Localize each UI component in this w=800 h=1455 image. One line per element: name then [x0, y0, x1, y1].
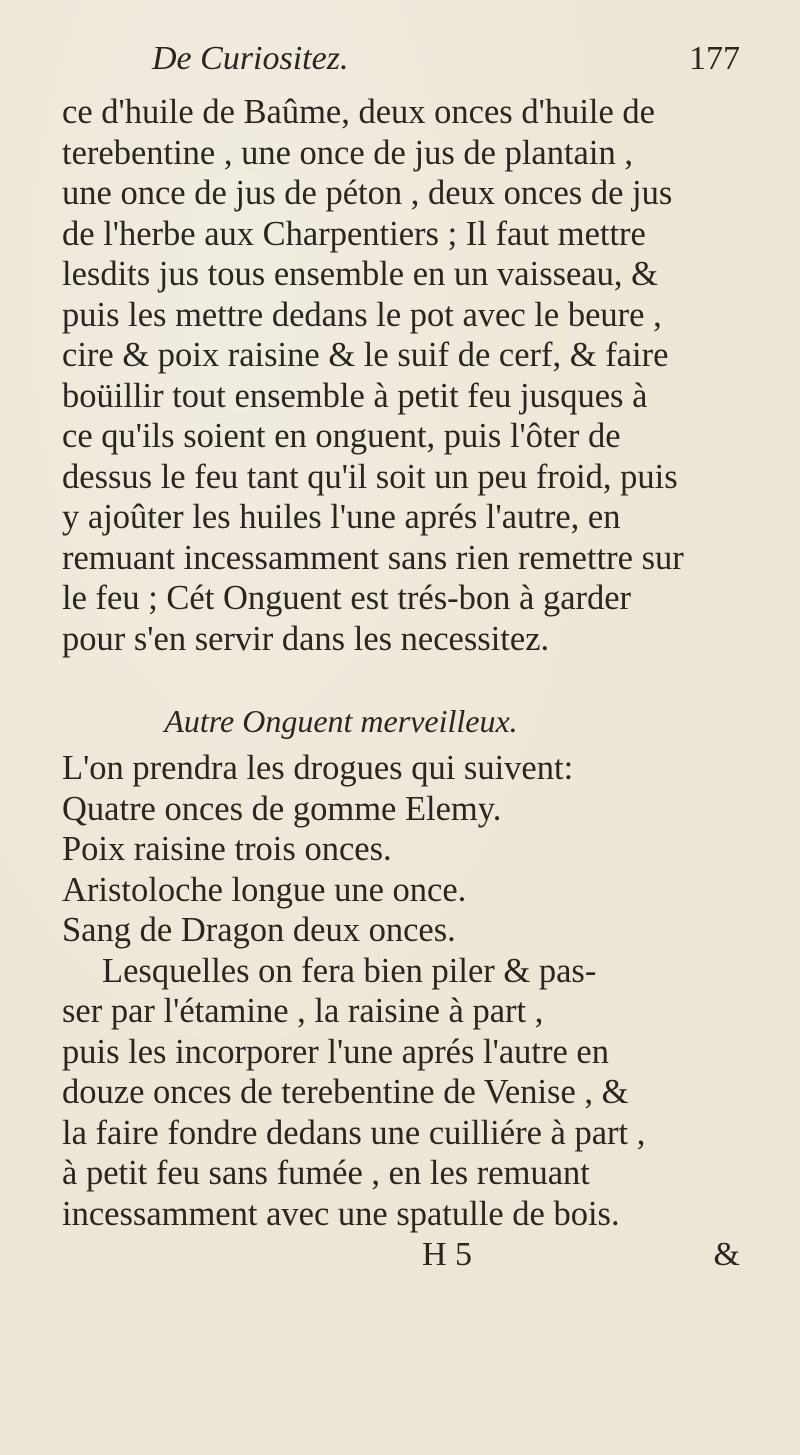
intro-line: L'on prendra les drogues qui suivent:: [62, 749, 574, 787]
text-line: ce qu'ils soient en onguent, puis l'ôter de: [62, 417, 621, 455]
text-line: Lesquelles on fera bien piler & pas-: [102, 951, 597, 990]
text-line: la faire fondre dedans une cuilliére à part ,: [62, 1113, 646, 1152]
text-line: boüillir tout ensemble à petit feu jusques à: [62, 376, 648, 415]
paragraph-continued: [62, 92, 740, 659]
ingredient-item: Quatre onces de gomme Elemy.: [62, 789, 502, 828]
text-line: puis les incorporer l'une aprés l'autre en: [62, 1032, 609, 1071]
page-footer: [62, 1236, 740, 1276]
text-line: dessus le feu tant qu'il soit un peu froid, puis: [62, 457, 678, 496]
ingredient-item: Sang de Dragon deux onces.: [62, 911, 456, 949]
signature-mark: H 5: [422, 1236, 473, 1273]
text-line: de l'herbe aux Charpentiers ; Il faut mettre: [62, 214, 646, 253]
text-line: puis les mettre dedans le pot avec le beure ,: [62, 295, 662, 334]
section-title: Autre Onguent merveilleux.: [164, 703, 518, 739]
text-line: remuant incessamment sans rien remettre sur: [62, 538, 684, 577]
recipe-list: [62, 748, 740, 951]
text-line: ser par l'étamine , la raisine à part ,: [62, 992, 544, 1030]
page-header: [62, 40, 740, 92]
text-line: douze onces de terebentine de Venise , &: [62, 1073, 629, 1111]
page-number: 177: [689, 40, 740, 77]
paragraph-instructions: [62, 951, 740, 1235]
text-line: pour s'en servir dans les necessitez.: [62, 619, 550, 658]
running-title: De Curiositez.: [152, 40, 349, 77]
text-line: une once de jus de péton , deux onces de jus: [62, 174, 673, 212]
ingredient-item: Aristoloche longue une once.: [62, 870, 467, 909]
text-line: terebentine , une once de jus de plantain ,: [62, 133, 633, 172]
text-line: incessamment avec une spatulle de bois.: [62, 1194, 620, 1233]
text-line: ce d'huile de Baûme, deux onces d'huile de: [62, 93, 655, 131]
ingredient-item: Poix raisine trois onces.: [62, 830, 392, 868]
text-line: cire & poix raisine & le suif de cerf, & faire: [62, 336, 669, 374]
text-line: le feu ; Cét Onguent est trés-bon à garder: [62, 579, 632, 617]
catchword: &: [713, 1236, 740, 1273]
text-line: y ajoûter les huiles l'une aprés l'autre, en: [62, 498, 621, 536]
text-line: lesdits jus tous ensemble en un vaisseau, &: [62, 255, 659, 293]
text-line: à petit feu sans fumée , en les remuant: [62, 1154, 590, 1192]
